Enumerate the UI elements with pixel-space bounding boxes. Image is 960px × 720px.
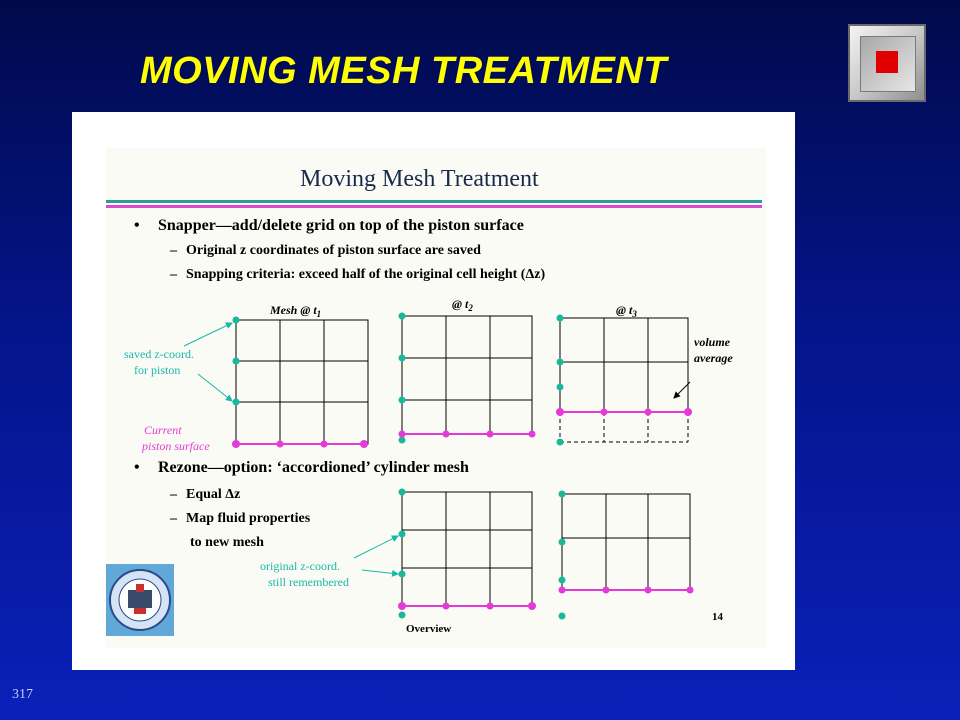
- bullet-snapper: Snapper—add/delete grid on top of the piston surface: [158, 217, 524, 234]
- dash: –: [170, 511, 177, 526]
- mesh-t1-label: Mesh @ $t_1$: [270, 303, 322, 319]
- dash: –: [170, 487, 177, 502]
- sub-item-saved: Original z coordinates of piston surface are saved: [186, 243, 481, 258]
- bullet-dot: •: [134, 459, 140, 476]
- seal-logo-icon: [106, 564, 174, 636]
- mesh-t2-label: @ $t_2$: [452, 297, 473, 313]
- dash: –: [170, 243, 177, 258]
- bullet-dot: •: [134, 217, 140, 234]
- document-panel: [72, 112, 795, 670]
- footer-overview: Overview: [406, 623, 452, 635]
- original-zcoord-label-line2: still remembered: [268, 575, 349, 589]
- sub-item-criteria: Snapping criteria: exceed half of the original cell height (Δz): [186, 267, 546, 282]
- bullet-rezone: Rezone—option: ‘accordioned’ cylinder mesh: [158, 459, 469, 476]
- heading-rule-teal: [106, 200, 762, 203]
- original-zcoord-label-line1: original z-coord.: [260, 559, 340, 573]
- slide-title: MOVING MESH TREATMENT: [140, 50, 668, 92]
- saved-zcoord-label-line2: for piston: [134, 363, 181, 377]
- heading-rule-magenta: [106, 205, 762, 208]
- saved-zcoord-label-line1: saved z-coord.: [124, 347, 194, 361]
- dash: –: [170, 267, 177, 282]
- doc-heading: Moving Mesh Treatment: [300, 166, 539, 192]
- sub-item-equal-dz: Equal Δz: [186, 487, 241, 502]
- current-piston-label-line1: Current: [144, 423, 182, 437]
- document-figure: [72, 112, 795, 670]
- volume-average-label-line1: volume: [694, 335, 730, 349]
- mesh-t3-label: @ $t_3$: [616, 303, 637, 319]
- sub-item-map-fluid: Map fluid properties: [186, 511, 311, 526]
- current-piston-label-line2: piston surface: [142, 439, 210, 453]
- sub-item-map-fluid-cont: to new mesh: [190, 535, 264, 550]
- footer-page: 14: [712, 611, 723, 623]
- page-number: 317: [12, 687, 33, 702]
- volume-average-label-line2: average: [694, 351, 733, 365]
- stop-button[interactable]: [848, 24, 926, 102]
- stop-square-icon: [876, 51, 898, 73]
